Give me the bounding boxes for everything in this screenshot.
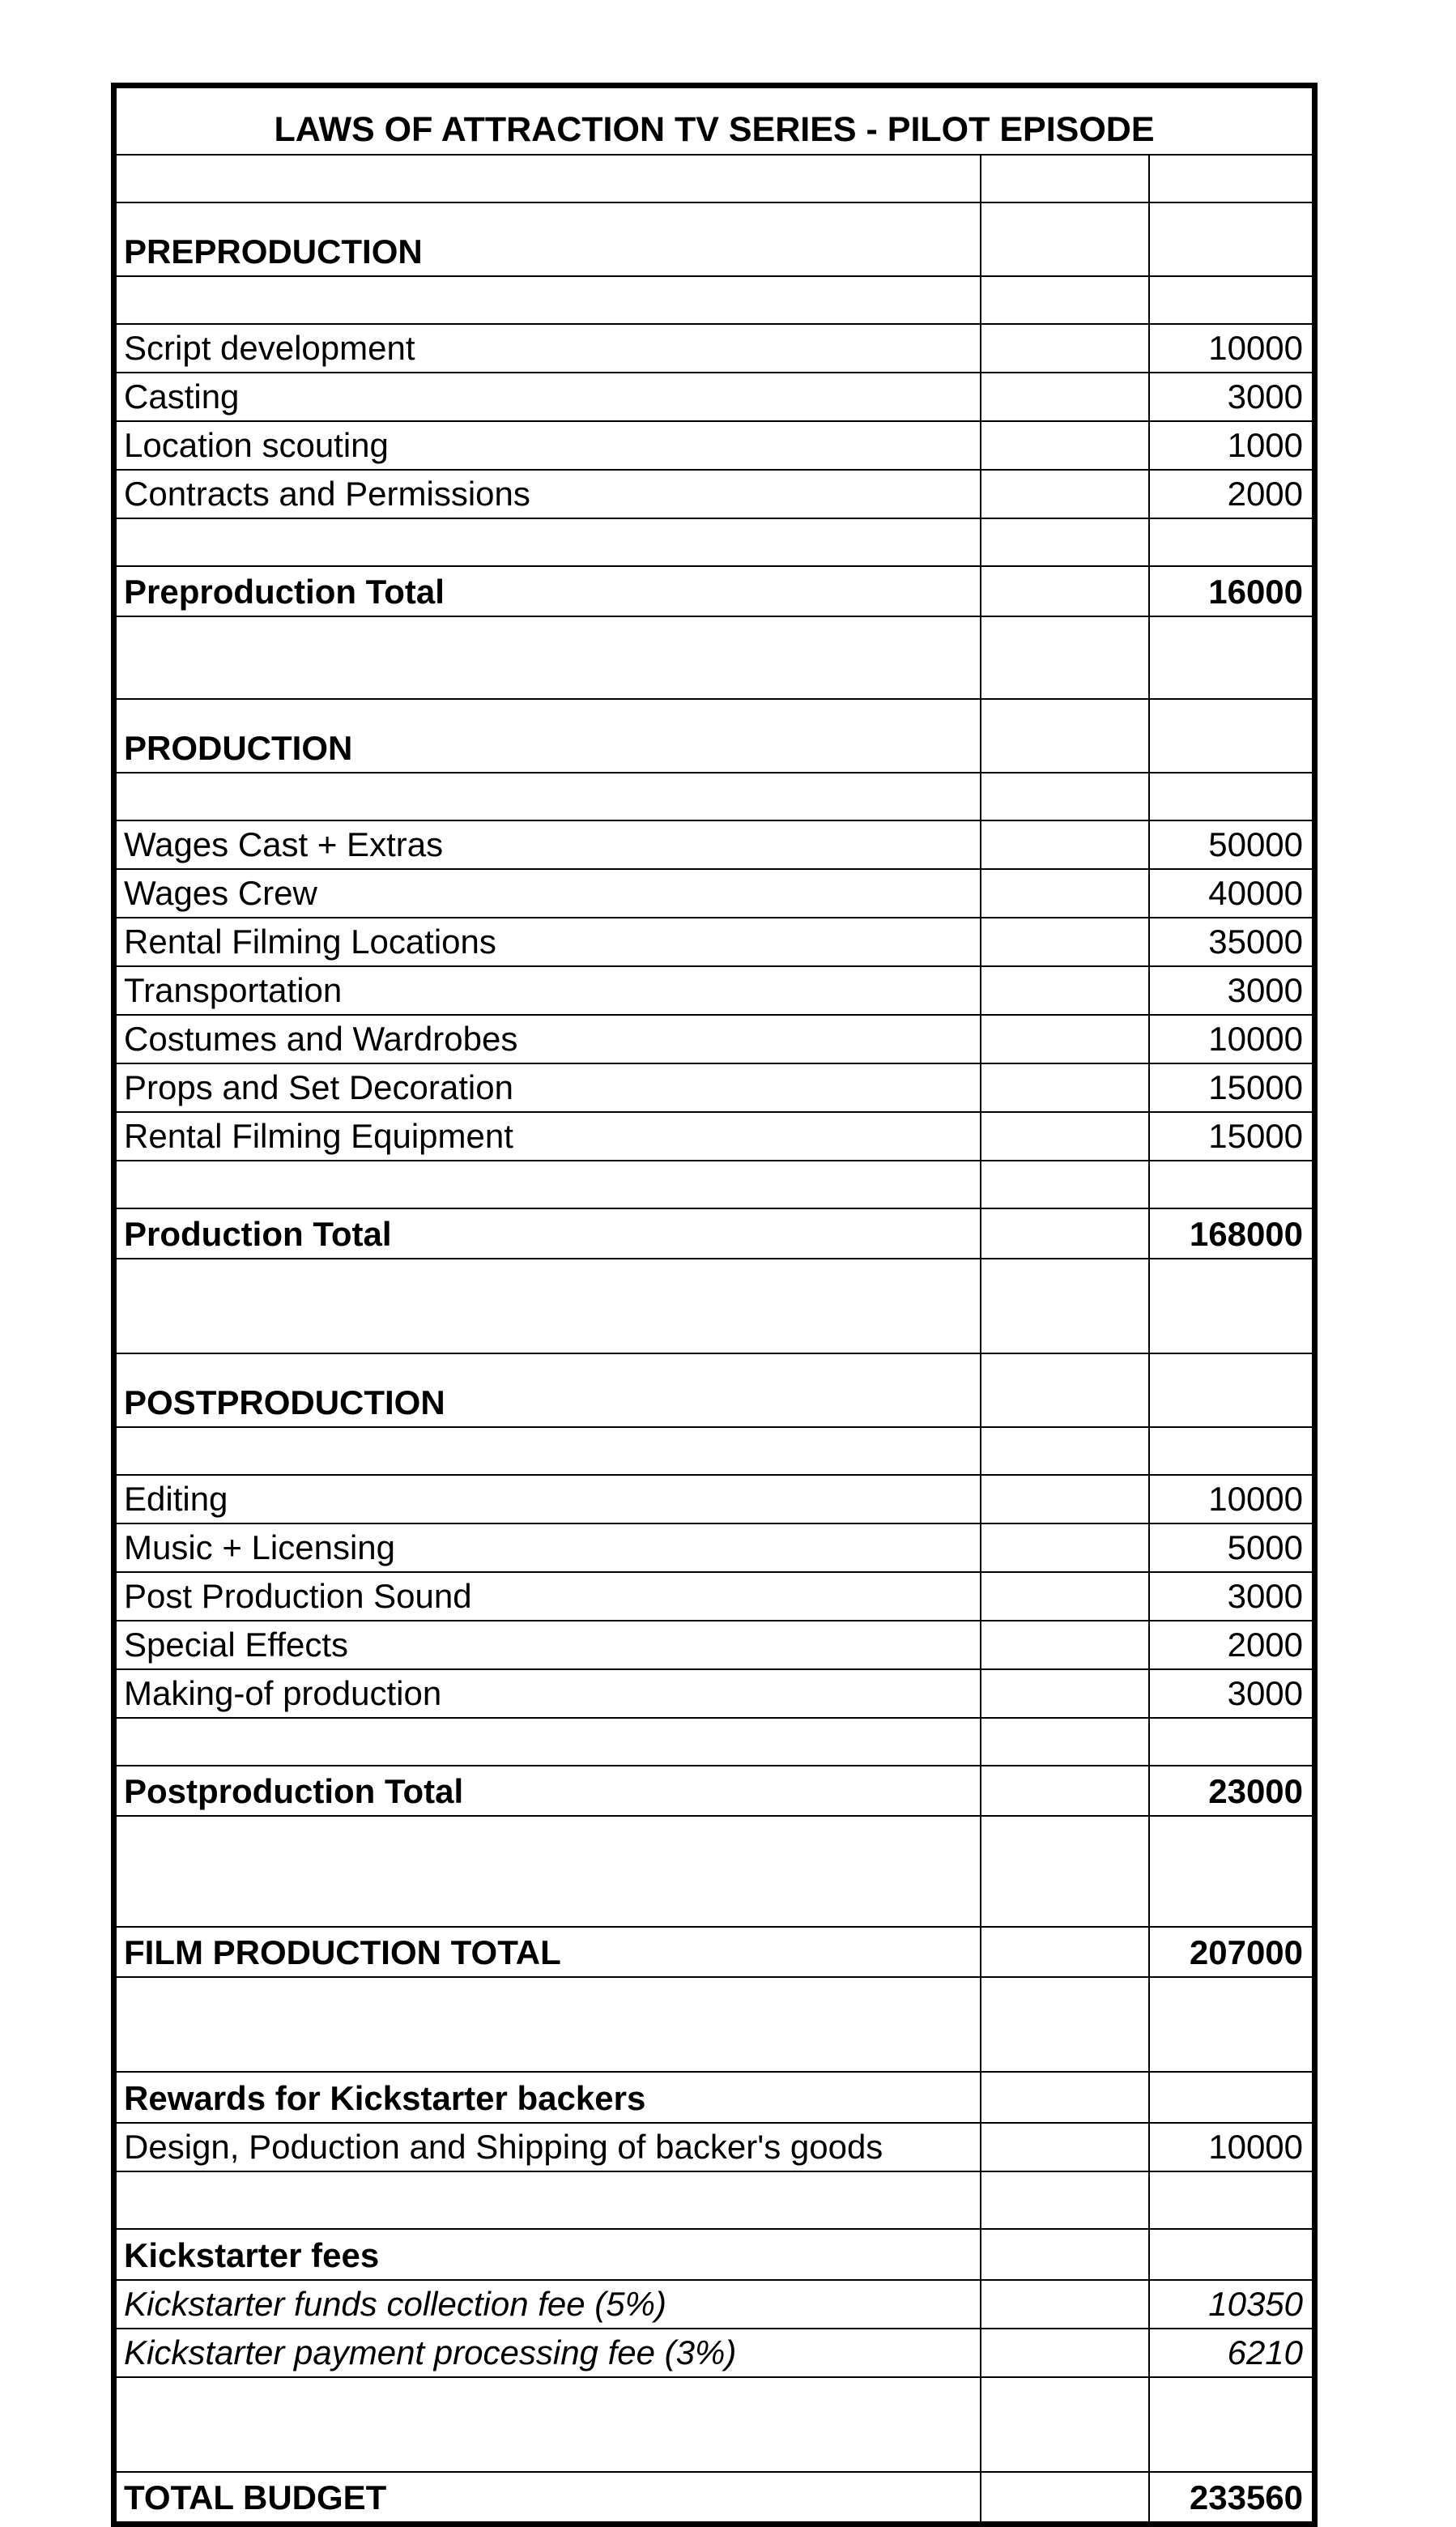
- description-cell: [114, 518, 981, 566]
- amount-cell: [1149, 2377, 1315, 2472]
- table-row: [114, 276, 1315, 324]
- amount-cell: [1149, 276, 1315, 324]
- amount-cell: [1149, 2171, 1315, 2229]
- description-cell: Wages Crew: [114, 869, 981, 918]
- amount-cell: [1149, 2072, 1315, 2123]
- description-cell: [114, 155, 981, 202]
- table-row: [114, 1816, 1315, 1927]
- spacer-cell: [981, 566, 1149, 616]
- spacer-cell: [981, 869, 1149, 918]
- description-cell: [114, 276, 981, 324]
- table-row: [114, 470, 1315, 518]
- amount-cell: 2000: [1149, 1621, 1315, 1669]
- description-cell: Music + Licensing: [114, 1523, 981, 1572]
- amount-cell: 3000: [1149, 1572, 1315, 1621]
- table-row: [114, 1259, 1315, 1353]
- description-cell: FILM PRODUCTION TOTAL: [114, 1927, 981, 1977]
- spacer-cell: [981, 820, 1149, 869]
- amount-cell: 10000: [1149, 1015, 1315, 1063]
- amount-cell: [1149, 155, 1315, 202]
- description-cell: Script development: [114, 324, 981, 373]
- amount-cell: [1149, 1259, 1315, 1353]
- spacer-cell: [981, 1927, 1149, 1977]
- spacer-cell: [981, 470, 1149, 518]
- spacer-cell: [981, 1259, 1149, 1353]
- table-row: [114, 324, 1315, 373]
- description-cell: Kickstarter fees: [114, 2229, 981, 2280]
- amount-cell: [1149, 616, 1315, 699]
- amount-cell: 3000: [1149, 966, 1315, 1015]
- spacer-cell: [981, 1816, 1149, 1927]
- description-cell: [114, 1816, 981, 1927]
- amount-cell: [1149, 1977, 1315, 2072]
- amount-cell: [1149, 1353, 1315, 1427]
- spacer-cell: [981, 2377, 1149, 2472]
- amount-cell: [1149, 1816, 1315, 1927]
- description-cell: [114, 2171, 981, 2229]
- spacer-cell: [981, 1475, 1149, 1523]
- spacer-cell: [981, 773, 1149, 820]
- description-cell: Rental Filming Equipment: [114, 1112, 981, 1161]
- description-cell: Rewards for Kickstarter backers: [114, 2072, 981, 2123]
- description-cell: [114, 1977, 981, 2072]
- description-cell: [114, 616, 981, 699]
- description-cell: Contracts and Permissions: [114, 470, 981, 518]
- table-row: [114, 616, 1315, 699]
- spacer-cell: [981, 2329, 1149, 2377]
- description-cell: Wages Cast + Extras: [114, 820, 981, 869]
- amount-cell: 5000: [1149, 1523, 1315, 1572]
- table-row: [114, 1621, 1315, 1669]
- spacer-cell: [981, 518, 1149, 566]
- spacer-cell: [981, 2123, 1149, 2171]
- table-row: [114, 1112, 1315, 1161]
- description-cell: [114, 2377, 981, 2472]
- amount-cell: 3000: [1149, 1669, 1315, 1718]
- table-row: [114, 373, 1315, 421]
- description-cell: Preproduction Total: [114, 566, 981, 616]
- description-cell: Design, Poduction and Shipping of backer's goods: [114, 2123, 981, 2171]
- table-row: [114, 918, 1315, 966]
- amount-cell: 233560: [1149, 2472, 1315, 2525]
- description-cell: Rental Filming Locations: [114, 918, 981, 966]
- description-cell: POSTPRODUCTION: [114, 1353, 981, 1427]
- amount-cell: [1149, 1427, 1315, 1475]
- description-cell: Costumes and Wardrobes: [114, 1015, 981, 1063]
- spacer-cell: [981, 2472, 1149, 2525]
- table-row: [114, 1208, 1315, 1259]
- spacer-cell: [981, 918, 1149, 966]
- spacer-cell: [981, 2072, 1149, 2123]
- table-row: [114, 869, 1315, 918]
- table-row: [114, 2472, 1315, 2525]
- amount-cell: 6210: [1149, 2329, 1315, 2377]
- table-row: [114, 202, 1315, 276]
- spacer-cell: [981, 276, 1149, 324]
- spacer-cell: [981, 699, 1149, 773]
- table-row: [114, 2377, 1315, 2472]
- table-row: [114, 1353, 1315, 1427]
- description-cell: PREPRODUCTION: [114, 202, 981, 276]
- amount-cell: 10000: [1149, 1475, 1315, 1523]
- spacer-cell: [981, 324, 1149, 373]
- spacer-cell: [981, 1669, 1149, 1718]
- amount-cell: 1000: [1149, 421, 1315, 470]
- table-row: [114, 1927, 1315, 1977]
- table-row: [114, 966, 1315, 1015]
- description-cell: Post Production Sound: [114, 1572, 981, 1621]
- spacer-cell: [981, 2229, 1149, 2280]
- amount-cell: [1149, 1161, 1315, 1208]
- description-cell: Making-of production: [114, 1669, 981, 1718]
- amount-cell: 50000: [1149, 820, 1315, 869]
- amount-cell: [1149, 699, 1315, 773]
- table-row: [114, 1523, 1315, 1572]
- description-cell: Postproduction Total: [114, 1766, 981, 1816]
- table-row: [114, 2123, 1315, 2171]
- spacer-cell: [981, 421, 1149, 470]
- amount-cell: [1149, 1718, 1315, 1766]
- spacer-cell: [981, 1977, 1149, 2072]
- spacer-cell: [981, 1427, 1149, 1475]
- spacer-cell: [981, 1572, 1149, 1621]
- amount-cell: 40000: [1149, 869, 1315, 918]
- spacer-cell: [981, 202, 1149, 276]
- budget-table: [111, 83, 1318, 2527]
- amount-cell: 168000: [1149, 1208, 1315, 1259]
- description-cell: [114, 1259, 981, 1353]
- table-row: [114, 1669, 1315, 1718]
- table-row: [114, 1427, 1315, 1475]
- spacer-cell: [981, 1063, 1149, 1112]
- description-cell: Kickstarter funds collection fee (5%): [114, 2280, 981, 2329]
- description-cell: PRODUCTION: [114, 699, 981, 773]
- description-cell: Kickstarter payment processing fee (3%): [114, 2329, 981, 2377]
- description-cell: TOTAL BUDGET: [114, 2472, 981, 2525]
- amount-cell: [1149, 518, 1315, 566]
- spacer-cell: [981, 2171, 1149, 2229]
- amount-cell: 15000: [1149, 1063, 1315, 1112]
- table-row: [114, 1015, 1315, 1063]
- table-row: [114, 699, 1315, 773]
- spacer-cell: [981, 1718, 1149, 1766]
- amount-cell: 10000: [1149, 324, 1315, 373]
- description-cell: Location scouting: [114, 421, 981, 470]
- table-row: [114, 1161, 1315, 1208]
- amount-cell: [1149, 773, 1315, 820]
- spacer-cell: [981, 2280, 1149, 2329]
- amount-cell: [1149, 202, 1315, 276]
- spacer-cell: [981, 1523, 1149, 1572]
- description-cell: Production Total: [114, 1208, 981, 1259]
- spacer-cell: [981, 1353, 1149, 1427]
- spacer-cell: [981, 373, 1149, 421]
- amount-cell: 207000: [1149, 1927, 1315, 1977]
- amount-cell: 3000: [1149, 373, 1315, 421]
- table-row: [114, 1063, 1315, 1112]
- table-row: [114, 421, 1315, 470]
- spacer-cell: [981, 1208, 1149, 1259]
- spacer-cell: [981, 1112, 1149, 1161]
- amount-cell: 35000: [1149, 918, 1315, 966]
- description-cell: Special Effects: [114, 1621, 981, 1669]
- table-row: [114, 2229, 1315, 2280]
- spacer-cell: [981, 1766, 1149, 1816]
- table-row: [114, 1475, 1315, 1523]
- table-row: [114, 566, 1315, 616]
- spacer-cell: [981, 155, 1149, 202]
- description-cell: Editing: [114, 1475, 981, 1523]
- spacer-cell: [981, 1621, 1149, 1669]
- table-row: [114, 1977, 1315, 2072]
- amount-cell: 10350: [1149, 2280, 1315, 2329]
- table-row: [114, 1572, 1315, 1621]
- spacer-cell: [981, 966, 1149, 1015]
- table-row: [114, 2280, 1315, 2329]
- amount-cell: 10000: [1149, 2123, 1315, 2171]
- table-row: [114, 155, 1315, 202]
- title-row: [114, 86, 1315, 156]
- amount-cell: 15000: [1149, 1112, 1315, 1161]
- table-row: [114, 2072, 1315, 2123]
- table-row: [114, 1718, 1315, 1766]
- description-cell: Casting: [114, 373, 981, 421]
- table-row: [114, 518, 1315, 566]
- table-row: [114, 773, 1315, 820]
- description-cell: [114, 1718, 981, 1766]
- table-row: [114, 2329, 1315, 2377]
- amount-cell: 23000: [1149, 1766, 1315, 1816]
- amount-cell: 2000: [1149, 470, 1315, 518]
- description-cell: Props and Set Decoration: [114, 1063, 981, 1112]
- spacer-cell: [981, 1161, 1149, 1208]
- spacer-cell: [981, 1015, 1149, 1063]
- amount-cell: 16000: [1149, 566, 1315, 616]
- table-row: [114, 2171, 1315, 2229]
- page-title: LAWS OF ATTRACTION TV SERIES - PILOT EPISODE: [114, 86, 1315, 156]
- amount-cell: [1149, 2229, 1315, 2280]
- table-row: [114, 820, 1315, 869]
- description-cell: [114, 1161, 981, 1208]
- table-row: [114, 1766, 1315, 1816]
- spacer-cell: [981, 616, 1149, 699]
- description-cell: [114, 773, 981, 820]
- description-cell: [114, 1427, 981, 1475]
- description-cell: Transportation: [114, 966, 981, 1015]
